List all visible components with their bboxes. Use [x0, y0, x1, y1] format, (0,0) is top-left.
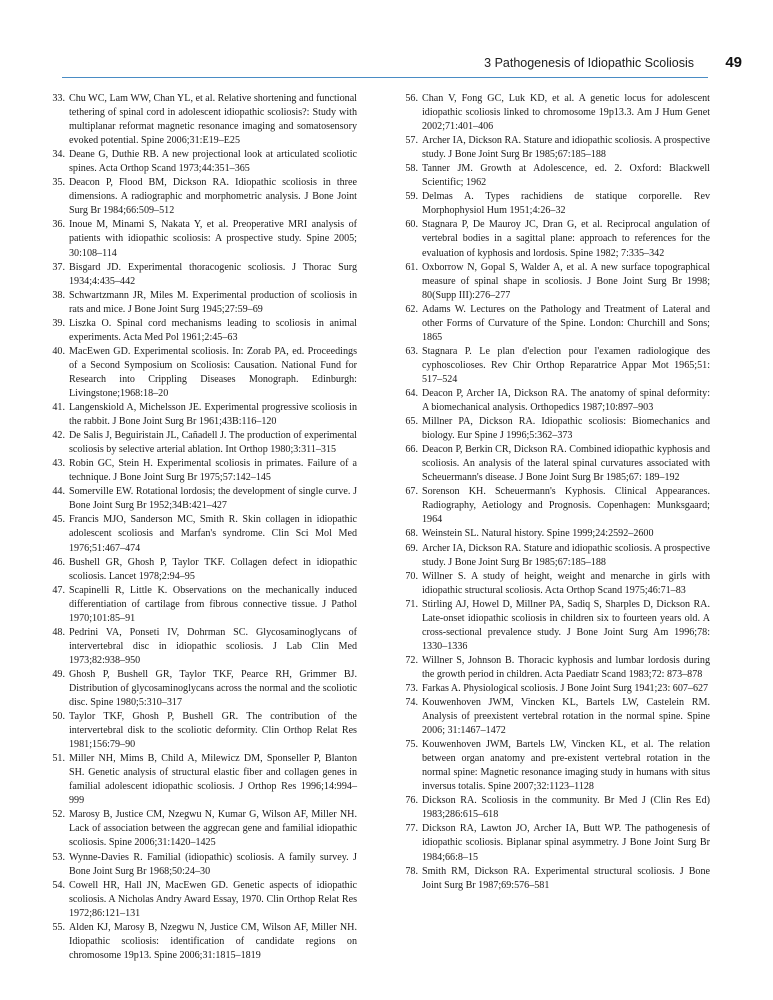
- reference-text: Wynne-Davies R. Familial (idiopathic) scoliosis. A family survey. J Bone Joint Surg Br 1968;50:24–30: [69, 851, 357, 877]
- reference-text: Adams W. Lectures on the Pathology and Treatment of Lateral and other Forms of Curvature of the Spine. London: Churchill and Sons; 1865: [422, 303, 710, 343]
- reference-text: Delmas A. Types rachidiens de statique corporelle. Rev Morphophysiol Hum 1951;4:26–32: [422, 191, 710, 217]
- reference-item: [45, 176, 357, 218]
- reference-number: 73.: [405, 682, 418, 694]
- reference-text: Scapinelli R, Little K. Observations on the mechanically induced differentiation of cartilage from fibrous connective tissue. J Pathol 1970;101:85–91: [69, 584, 357, 624]
- reference-number: 33.: [52, 93, 65, 104]
- reference-item: [398, 738, 710, 794]
- reference-item: [398, 865, 710, 893]
- reference-number: 56.: [405, 93, 418, 104]
- reference-item: [398, 92, 710, 134]
- reference-number: 63.: [405, 345, 418, 357]
- reference-item: [45, 401, 357, 429]
- reference-text: Smith RM, Dickson RA. Experimental structural scoliosis. J Bone Joint Surg Br 1987;69:576–581: [422, 865, 710, 891]
- reference-text: Archer IA, Dickson RA. Stature and idiopathic scoliosis. A prospective study. J Bone Joint Surg Br 1985;67:185–188: [422, 135, 710, 161]
- reference-item: [45, 218, 357, 260]
- reference-item: [398, 303, 710, 345]
- reference-text: Deane G, Duthie RB. A new projectional look at articulated scoliotic spines. Acta Orthop Scand 1973;44:351–365: [69, 149, 357, 175]
- reference-text: Somerville EW. Rotational lordosis; the development of single curve. J Bone Joint Surg Br 1952;34B:421–427: [69, 486, 357, 512]
- reference-item: [398, 527, 710, 541]
- reference-item: [398, 134, 710, 162]
- reference-item: [45, 808, 357, 850]
- reference-number: 42.: [52, 430, 65, 442]
- references-left-column: [45, 92, 357, 963]
- reference-text: Oxborrow N, Gopal S, Walder A, et al. A new surface topographical measure of spinal shape in scoliosis. J Bone Joint Surg Br 1998; 80(Supp III):276–277: [422, 261, 710, 301]
- reference-number: 46.: [52, 556, 65, 568]
- reference-text: Deacon P, Archer IA, Dickson RA. The anatomy of spinal deformity: A biomechanical analysis. Orthopedics 1987;10:897–903: [422, 387, 710, 414]
- reference-number: 71.: [405, 598, 418, 610]
- reference-item: [45, 261, 357, 289]
- reference-text: Willner S. A study of height, weight and menarche in girls with idiopathic structural scoliosis. Acta Orthop Scand 1975;46:71–83: [422, 570, 710, 596]
- reference-number: 64.: [405, 387, 418, 399]
- reference-text: Weinstein SL. Natural history. Spine 1999;24:2592–2600: [422, 528, 654, 540]
- reference-number: 58.: [405, 163, 418, 175]
- reference-text: Kouwenhoven JWM, Vincken KL, Bartels LW, Castelein RM. Analysis of preexistent vertebral rotation in the normal spine. Spine 2006; 31:1467–1472: [422, 697, 710, 737]
- reference-number: 52.: [52, 809, 65, 821]
- reference-number: 78.: [405, 865, 418, 877]
- reference-item: [45, 513, 357, 555]
- reference-item: [398, 345, 710, 387]
- reference-item: [398, 598, 710, 654]
- running-head: [0, 54, 742, 76]
- reference-number: 49.: [52, 668, 65, 680]
- reference-item: [398, 485, 710, 527]
- reference-item: [398, 794, 710, 822]
- reference-item: [45, 668, 357, 710]
- reference-number: 40.: [52, 345, 65, 357]
- reference-text: Pedrini VA, Ponseti IV, Dohrman SC. Glycosaminoglycans of intervertebral disc in idiopathic scoliosis. J Lab Clin Med 1973;82:938–950: [69, 626, 357, 666]
- reference-item: [45, 457, 357, 485]
- reference-text: Taylor TKF, Ghosh P, Bushell GR. The contribution of the intervertebral disk to the scoliotic deformity. Clin Orthop Relat Res 1981;156:79–90: [69, 711, 357, 751]
- reference-item: [398, 822, 710, 864]
- reference-number: 45.: [52, 514, 65, 526]
- reference-text: Miller NH, Mims B, Child A, Milewicz DM, Sponseller P, Blanton SH. Genetic analysis of structural elastic fiber and collagen genes in familial adolescent idiopathic scoliosis. J Orthop Res 1996;14:994–999: [69, 753, 357, 807]
- reference-text: Archer IA, Dickson RA. Stature and idiopathic scoliosis. A prospective study. J Bone Joint Surg Br 1985;67:185–188: [422, 542, 710, 568]
- reference-item: [45, 584, 357, 626]
- reference-number: 61.: [405, 261, 418, 273]
- reference-number: 76.: [405, 795, 418, 807]
- reference-item: [45, 851, 357, 879]
- reference-number: 39.: [52, 317, 65, 329]
- reference-item: [398, 162, 710, 190]
- reference-text: Tanner JM. Growth at Adolescence, ed. 2. Oxford: Blackwell Scientific; 1962: [422, 163, 710, 189]
- reference-text: De Salis J, Beguiristain JL, Cañadell J. The production of experimental scoliosis by selective arterial ablation. Int Orthop 1980;3:311–315: [69, 430, 357, 456]
- reference-item: [398, 570, 710, 598]
- reference-text: Liszka O. Spinal cord mechanisms leading to scoliosis in animal experiments. Acta Med Pol 1961;2:45–63: [69, 317, 357, 343]
- reference-item: [45, 879, 357, 921]
- reference-number: 68.: [405, 528, 418, 540]
- reference-text: Millner PA, Dickson RA. Idiopathic scoliosis: Biomechanics and biology. Eur Spine J 1996;5:362–373: [422, 416, 710, 442]
- reference-item: [45, 345, 357, 401]
- reference-number: 34.: [52, 149, 65, 161]
- reference-text: Schwartzmann JR, Miles M. Experimental production of scoliosis in rats and mice. J Bone Joint Surg 1945;27:59–69: [69, 289, 357, 315]
- reference-number: 70.: [405, 570, 418, 582]
- reference-item: [398, 443, 710, 485]
- reference-text: MacEwen GD. Experimental scoliosis. In: Zorab PA, ed. Proceedings of a Second Symposium on Scoliosis: Causation. National Fund for Research into Crippling Diseases Monograph. Edinburgh: Livingstone;1968:18–20: [69, 345, 357, 399]
- reference-number: 77.: [405, 823, 418, 835]
- reference-text: Stagnara P, De Mauroy JC, Dran G, et al. Reciprocal angulation of vertebral bodies in a sagittal plane: approach to references for the evaluation of kyphosis and lordosis. Spine 1982; 7:335–342: [422, 219, 710, 259]
- reference-item: [45, 626, 357, 668]
- header-rule: [62, 77, 708, 78]
- reference-item: [398, 682, 710, 696]
- reference-item: [398, 696, 710, 738]
- chapter-title: 3 Pathogenesis of Idiopathic Scoliosis: [484, 56, 694, 70]
- reference-item: [45, 148, 357, 176]
- reference-item: [45, 556, 357, 584]
- reference-item: [45, 710, 357, 752]
- reference-item: [398, 387, 710, 415]
- reference-item: [398, 415, 710, 443]
- reference-text: Dickson RA. Scoliosis in the community. Br Med J (Clin Res Ed) 1983;286:615–618: [422, 795, 710, 821]
- reference-item: [45, 921, 357, 963]
- reference-text: Farkas A. Physiological scoliosis. J Bone Joint Surg 1941;23: 607–627: [422, 682, 709, 694]
- reference-item: [398, 261, 710, 303]
- reference-number: 57.: [405, 135, 418, 147]
- reference-number: 60.: [405, 219, 418, 231]
- reference-number: 65.: [405, 416, 418, 428]
- reference-text: Chan V, Fong GC, Luk KD, et al. A genetic locus for adolescent idiopathic scoliosis linked to chromosome 19p13.3. Am J Hum Genet 2002;71:401–406: [422, 93, 710, 133]
- reference-number: 48.: [52, 626, 65, 638]
- reference-number: 47.: [52, 584, 65, 596]
- reference-text: Deacon P, Flood BM, Dickson RA. Idiopathic scoliosis in three dimensions. A radiographic and morphometric analysis. J Bone Joint Surg Br 1984;66:509–512: [69, 177, 357, 217]
- page-number: 49: [725, 54, 742, 71]
- reference-number: 54.: [52, 879, 65, 891]
- reference-number: 35.: [52, 177, 65, 189]
- reference-number: 38.: [52, 289, 65, 301]
- reference-number: 75.: [405, 739, 418, 751]
- reference-item: [398, 218, 710, 260]
- reference-text: Sorenson KH. Scheuermann's Kyphosis. Clinical Appearances. Radiography, Aetiology and Prognosis. Copenhagen: Munksgaard; 1964: [422, 486, 710, 526]
- reference-number: 43.: [52, 458, 65, 470]
- reference-item: [398, 654, 710, 682]
- reference-text: Bushell GR, Ghosh P, Taylor TKF. Collagen defect in idiopathic scoliosis. Lancet 1978;2:94–95: [69, 556, 357, 582]
- reference-text: Langenskiold A, Michelsson JE. Experimental progressive scoliosis in the rabbit. J Bone Joint Surg Br 1961;43B:116–120: [69, 402, 357, 428]
- reference-text: Marosy B, Justice CM, Nzegwu N, Kumar G, Wilson AF, Miller NH. Lack of association between the aggrecan gene and familial idiopathic scoliosis. Spine 2006;31:1420–1425: [69, 809, 357, 849]
- reference-number: 53.: [52, 851, 65, 863]
- reference-number: 41.: [52, 402, 65, 414]
- reference-number: 74.: [405, 697, 418, 709]
- reference-number: 59.: [405, 191, 418, 203]
- reference-text: Kouwenhoven JWM, Bartels LW, Vincken KL, et al. The relation between organ anatomy and pre-existent vertebral rotation in the normal spine: Magnetic resonance imaging study in humans with situs inversus totalis. Spine 2007;32:1123–1128: [422, 739, 710, 793]
- reference-number: 69.: [405, 542, 418, 554]
- reference-item: [45, 289, 357, 317]
- reference-text: Dickson RA, Lawton JO, Archer IA, Butt WP. The pathogenesis of idiopathic scoliosis. Biplanar spinal asymmetry. J Bone Joint Surg Br 1984;66:8–15: [422, 823, 710, 863]
- reference-item: [45, 317, 357, 345]
- reference-text: Ghosh P, Bushell GR, Taylor TKF, Pearce RH, Grimmer BJ. Distribution of glycosaminoglycans across the normal and the scoliotic disc. Spine 1980;5:310–317: [69, 668, 357, 709]
- reference-number: 55.: [52, 921, 65, 933]
- reference-text: Willner S, Johnson B. Thoracic kyphosis and lumbar lordosis during the growth period in children. Acta Paediatr Scand 1983;72: 873–878: [422, 654, 710, 680]
- reference-text: Chu WC, Lam WW, Chan YL, et al. Relative shortening and functional tethering of spinal cord in adolescent idiopathic scoliosis?: Study with multiplanar reformat magnetic resonance imaging and somatosensory evoked potential. Spine 2006;31:E19–E25: [69, 93, 357, 147]
- reference-item: [45, 92, 357, 148]
- reference-item: [45, 429, 357, 457]
- reference-number: 62.: [405, 303, 418, 315]
- reference-number: 50.: [52, 711, 65, 723]
- reference-item: [398, 542, 710, 570]
- reference-text: Francis MJO, Sanderson MC, Smith R. Skin collagen in idiopathic adolescent scoliosis and Marfan's syndrome. Clin Sci Mol Med 1976;51:467–474: [69, 514, 357, 554]
- reference-number: 44.: [52, 486, 65, 498]
- reference-text: Cowell HR, Hall JN, MacEwen GD. Genetic aspects of idiopathic scoliosis. A Nicholas Andry Award Essay, 1970. Clin Orthop Relat Res 1972;86:121–131: [69, 879, 357, 919]
- reference-number: 51.: [52, 753, 65, 765]
- reference-item: [45, 485, 357, 513]
- reference-item: [398, 190, 710, 218]
- reference-number: 67.: [405, 486, 418, 498]
- reference-number: 66.: [405, 444, 418, 456]
- references-right-column: [398, 92, 710, 893]
- reference-text: Inoue M, Minami S, Nakata Y, et al. Preoperative MRI analysis of patients with idiopathic scoliosis: A prospective study. Spine 2005; 30:108–114: [69, 219, 357, 259]
- reference-text: Alden KJ, Marosy B, Nzegwu N, Justice CM, Wilson AF, Miller NH. Idiopathic scoliosis: identification of candidate regions on chromosome 19p13. Spine 2006;31:1815–1819: [69, 921, 357, 961]
- reference-text: Stirling AJ, Howel D, Millner PA, Sadiq S, Sharples D, Dickson RA. Late-onset idiopathic scoliosis in children six to fourteen years old. A cross-sectional prevalence study. J Bone Joint Surg Am 1996;78: 1330–1336: [422, 598, 710, 652]
- reference-text: Robin GC, Stein H. Experimental scoliosis in primates. Failure of a technique. J Bone Joint Surg Br 1975;57:142–145: [69, 458, 357, 484]
- reference-number: 37.: [52, 261, 65, 273]
- reference-item: [45, 752, 357, 808]
- reference-number: 72.: [405, 654, 418, 666]
- reference-text: Bisgard JD. Experimental thoracogenic scoliosis. J Thorac Surg 1934;4:435–442: [69, 261, 357, 287]
- reference-text: Deacon P, Berkin CR, Dickson RA. Combined idiopathic kyphosis and scoliosis. An analysis of the lateral spinal curvatures associated with Scheuermann's disease. J Bone Joint Surg Br 1985;67: 189–192: [422, 444, 710, 484]
- reference-number: 36.: [52, 219, 65, 231]
- reference-text: Stagnara P. Le plan d'election pour l'examen radiologique des cyphoscolioses. Rev Chir Orthop Reparatrice Appar Mot 1965;51: 517–524: [422, 345, 710, 385]
